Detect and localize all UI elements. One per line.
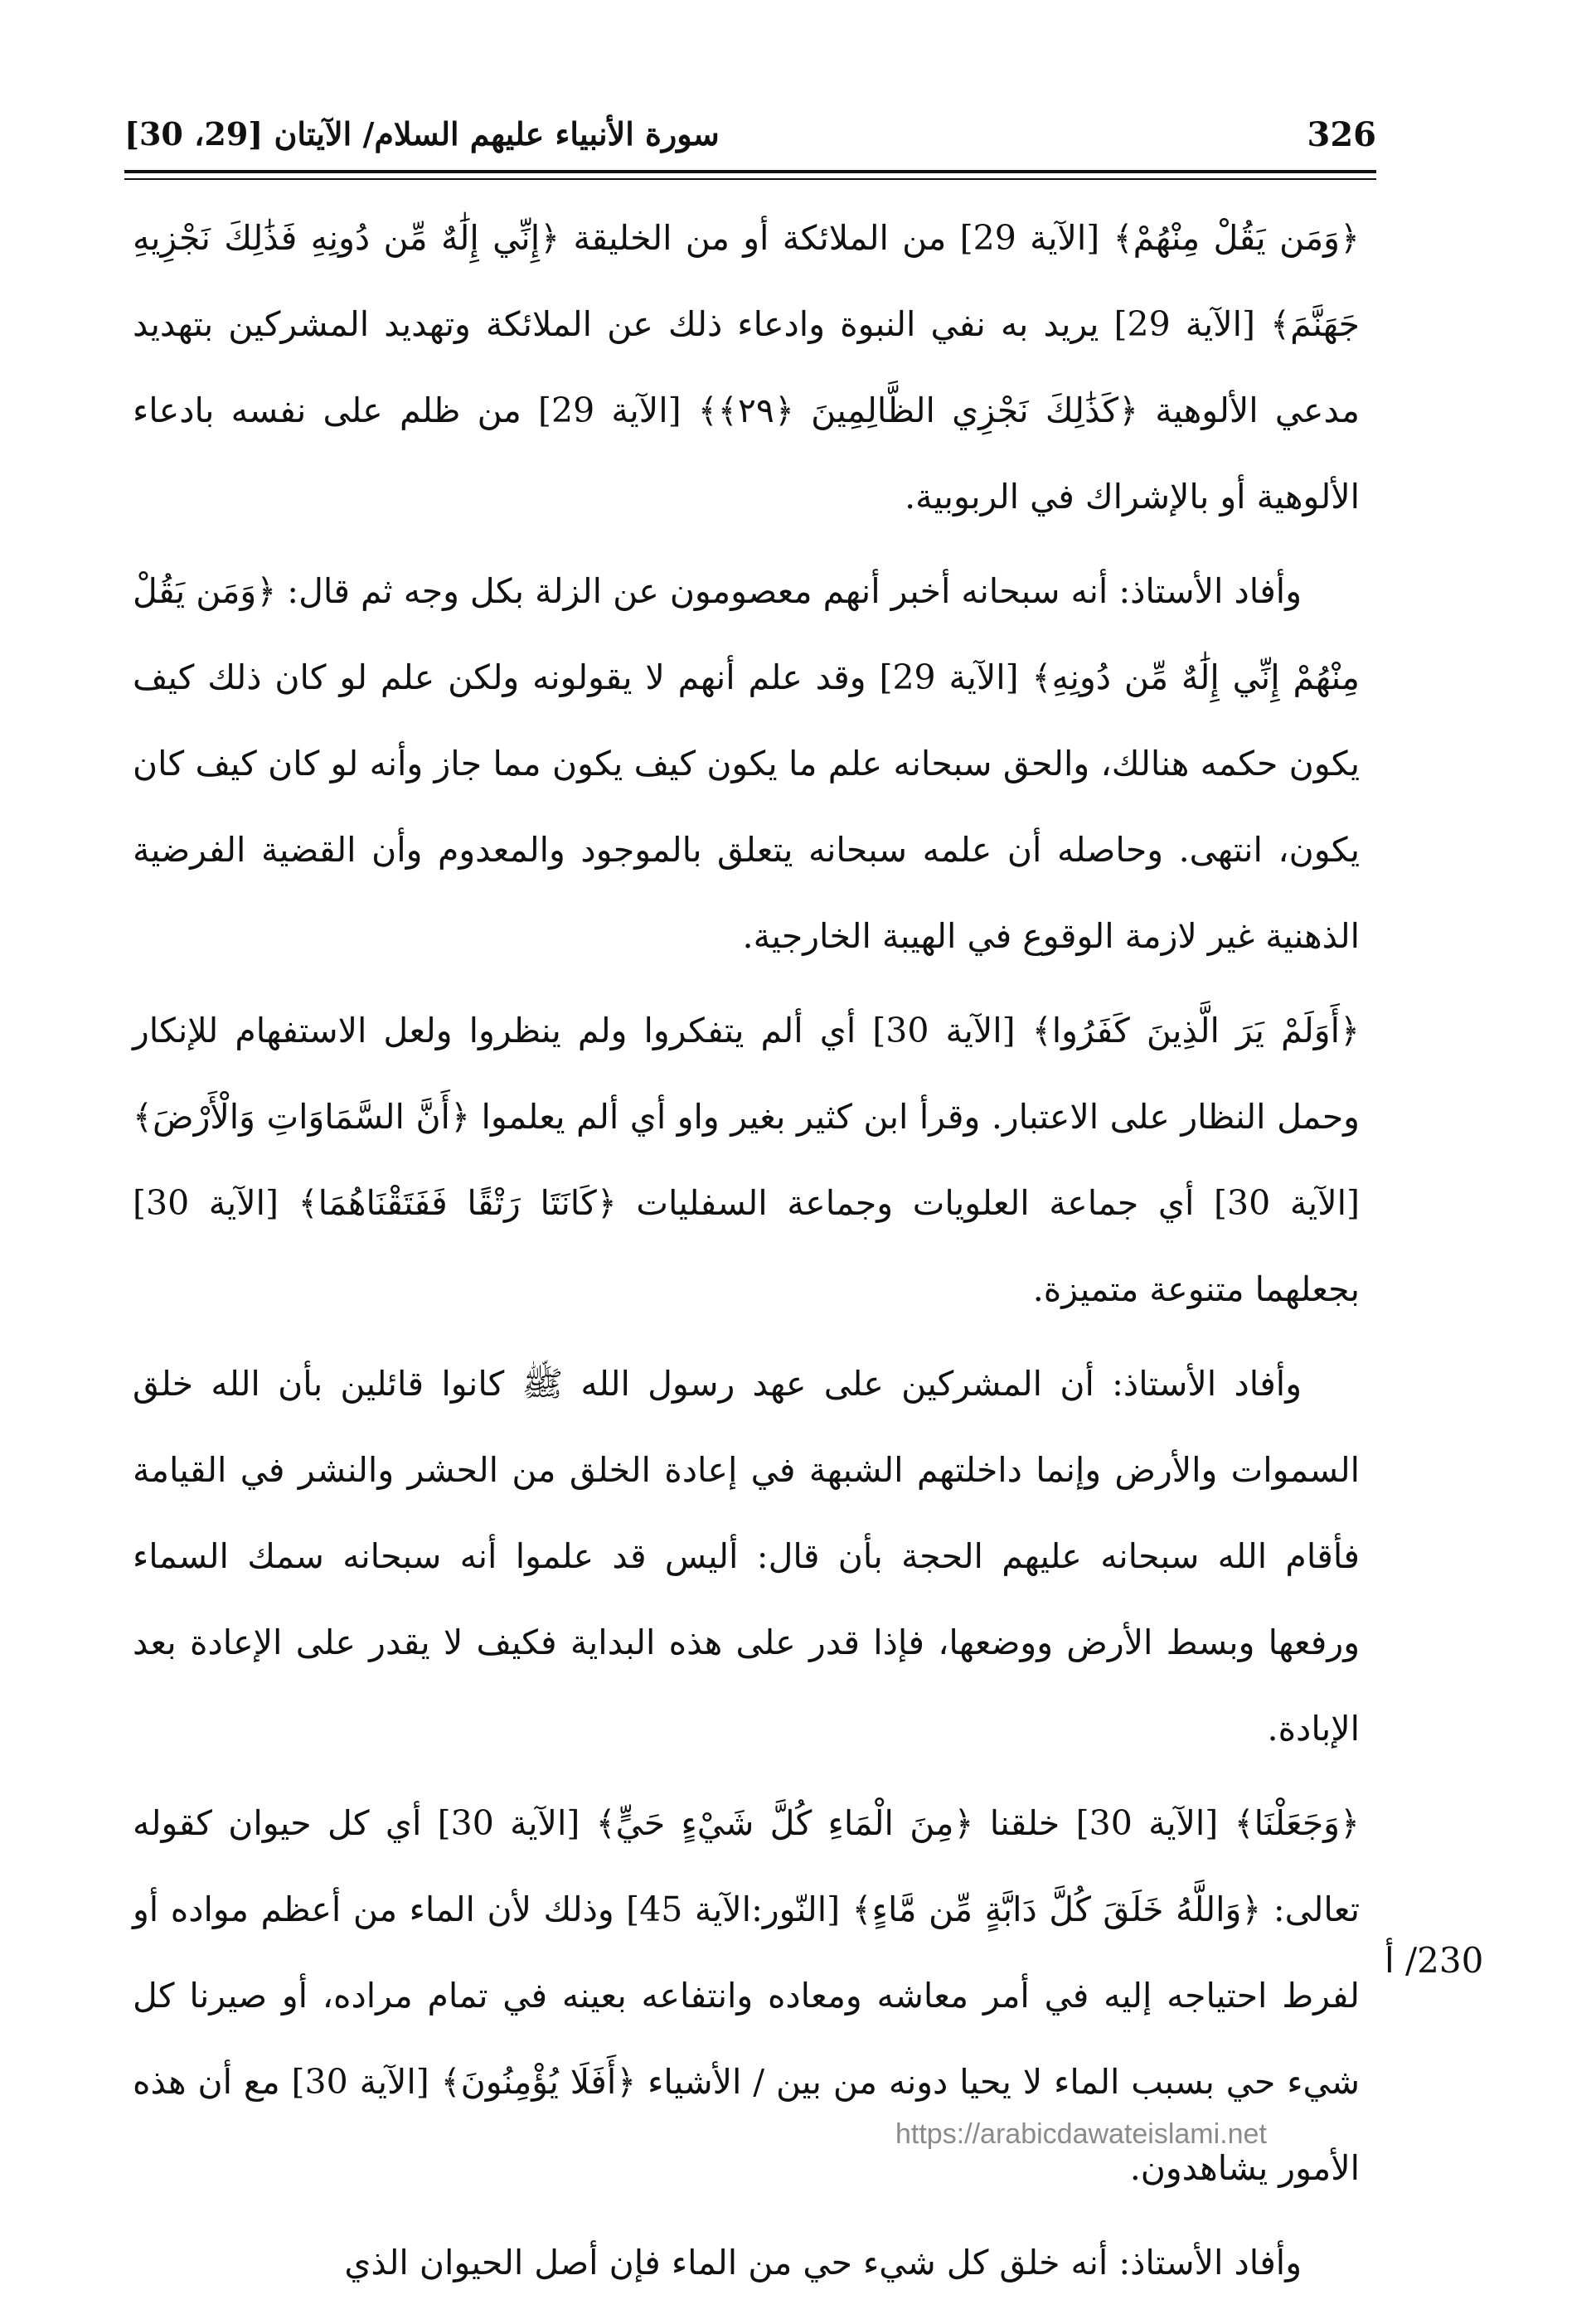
manuscript-folio-note: 230/ أ (1385, 1940, 1484, 1981)
running-title: سورة الأنبياء عليهم السلام/ الآيتان [29، 30] (124, 115, 720, 153)
paragraph-1: ﴿وَمَن يَقُلْ مِنْهُمْ﴾ [الآية 29] من الملائكة أو من الخليقة ﴿إِنِّي إِلَٰهٌ مِّن دُونِهِ فَذَٰلِكَ نَجْزِيهِ جَهَنَّمَ﴾ [الآية 29] يريد به نفي النبوة وادعاء ذلك عن الملائكة وتهديد المشركين بتهديد مدعي الألوهية ﴿كَذَٰلِكَ نَجْزِي الظَّالِمِينَ ﴿٢٩﴾﴾ [الآية 29] من ظلم على نفسه بادعاء الألوهية أو بالإشراك في الربوبية. (133, 218, 1360, 517)
watermark-url: https://arabicdawateislami.net (895, 2118, 1267, 2150)
paragraph-6: وأفاد الأستاذ: أنه خلق كل شيء حي من الماء فإن أصل الحيوان الذي (344, 2243, 1302, 2282)
paragraph-4: وأفاد الأستاذ: أن المشركين على عهد رسول الله ﷺ كانوا قائلين بأن الله خلق السموات والأرض وإنما داخلتهم الشبهة في إعادة الخلق من الحشر والنشر في القيامة فأقام الله سبحانه عليهم الحجة بأن قال: أليس قد علموا أنه سبحانه سمك السماء ورفعها وبسط الأرض ووضعها، فإذا قدر على هذه البداية فكيف لا يقدر على الإعادة بعد الإبادة. (133, 1364, 1360, 1749)
paragraph-3: ﴿أَوَلَمْ يَرَ الَّذِينَ كَفَرُوا﴾ [الآية 30] أي ألم يتفكروا ولم ينظروا ولعل الاستفهام للإنكار وحمل النظار على الاعتبار. وقرأ ابن كثير بغير واو أي ألم يعلموا ﴿أَنَّ السَّمَاوَاتِ وَالْأَرْضَ﴾ [الآية 30] أي جماعة العلويات وجماعة السفليات ﴿كَانَتَا رَتْقًا فَفَتَقْنَاهُمَا﴾ [الآية 30] بجعلهما متنوعة متميزة. (133, 1011, 1360, 1309)
header-rule-thin (124, 178, 1376, 180)
header-rule-thick (124, 170, 1376, 173)
paragraph-5: ﴿وَجَعَلْنَا﴾ [الآية 30] خلقنا ﴿مِنَ الْمَاءِ كُلَّ شَيْءٍ حَيٍّ﴾ [الآية 30] أي كل حيوان كقوله تعالى: ﴿وَاللَّهُ خَلَقَ كُلَّ دَابَّةٍ مِّن مَّاءٍ﴾ [النّور:الآية 45] وذلك لأن الماء من أعظم مواده أو لفرط احتياجه إليه في أمر معاشه ومعاده وانتفاعه بعينه في تمام مراده، أو صيرنا كل شيء حي بسبب الماء لا يحيا دونه من بين / الأشياء ﴿أَفَلَا يُؤْمِنُونَ﴾ [الآية 30] مع أن هذه الأمور يشاهدون. (133, 1803, 1361, 2188)
page-number: 326 (1307, 115, 1376, 154)
body-text (133, 195, 1360, 2314)
page-header (124, 112, 1376, 162)
paragraph-2: وأفاد الأستاذ: أنه سبحانه أخبر أنهم معصومون عن الزلة بكل وجه ثم قال: ﴿وَمَن يَقُلْ مِنْهُمْ إِنِّي إِلَٰهٌ مِّن دُونِهِ﴾ [الآية 29] وقد علم أنهم لا يقولونه ولكن علم لو كان ذلك كيف يكون حكمه هنالك، والحق سبحانه علم ما يكون كيف يكون مما جاز وأنه لو كان كيف كان يكون، انتهى. وحاصله أن علمه سبحانه يتعلق بالموجود والمعدوم وأن القضية الفرضية الذهنية غير لازمة الوقوع في الهيبة الخارجية. (133, 571, 1360, 956)
